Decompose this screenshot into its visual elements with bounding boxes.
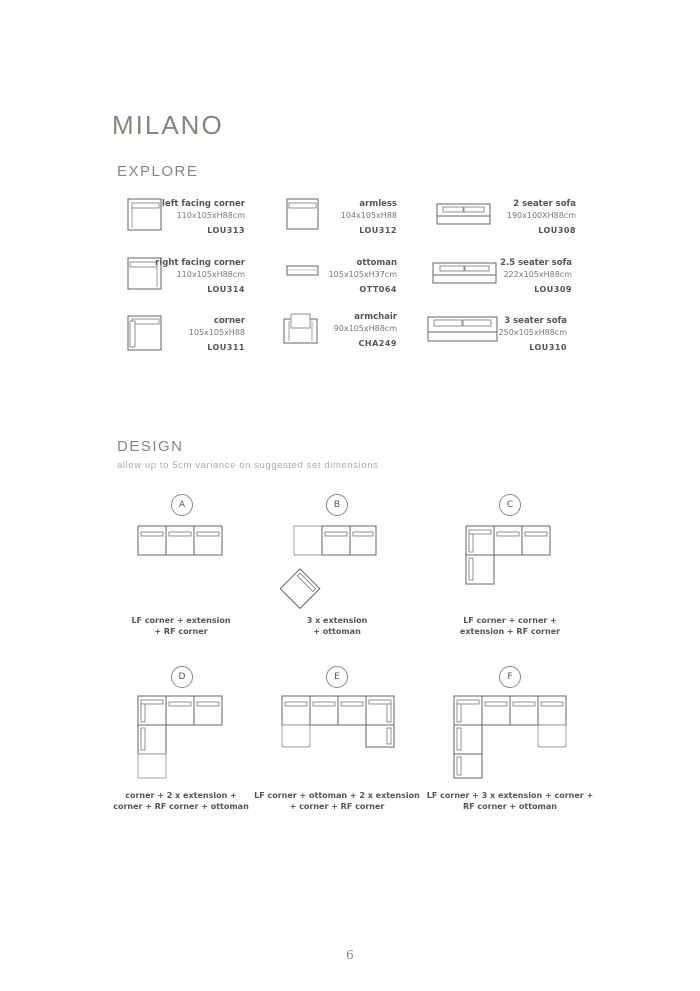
- config-d-diagram: [137, 695, 227, 781]
- product-name: armchair: [354, 312, 397, 322]
- product-name: 2.5 seater sofa: [500, 258, 572, 268]
- product-dims: 90x105xH88cm: [333, 324, 397, 333]
- product-dims: 250x105xH88cm: [498, 328, 567, 337]
- caption-line: extension + RF corner: [459, 627, 561, 636]
- caption-line: RF corner + ottoman: [462, 802, 557, 811]
- two-half-seater-sofa-icon: [432, 261, 498, 291]
- caption-line: 3 x extension: [306, 616, 368, 625]
- product-dims: 222x105xH88cm: [503, 270, 572, 279]
- product-dims: 190x100XH88cm: [506, 211, 576, 220]
- caption-line: corner + 2 x extension +: [125, 791, 237, 800]
- product-code: CHA249: [358, 339, 397, 348]
- config-a-diagram: [137, 525, 227, 557]
- config-b-badge: B: [326, 494, 348, 516]
- product-name: corner: [213, 316, 245, 326]
- design-note: allow up to 5cm variance on suggested set dimensions: [117, 460, 379, 471]
- product-name: left facing corner: [162, 199, 245, 209]
- armchair-icon: [283, 311, 319, 347]
- config-c-badge: C: [499, 494, 521, 516]
- product-2-seater-sofa: [436, 198, 636, 248]
- caption-line: LF corner + corner +: [463, 616, 557, 625]
- caption-line: + ottoman: [313, 627, 361, 636]
- product-code: LOU314: [207, 285, 245, 294]
- config-f-diagram: [453, 695, 569, 781]
- product-3-seater-sofa: [427, 315, 636, 365]
- product-name: right facing corner: [155, 258, 245, 268]
- product-dims: 105x105xH88: [188, 328, 245, 337]
- product-code: LOU312: [359, 226, 397, 235]
- two-seater-sofa-icon: [436, 202, 492, 232]
- product-code: LOU309: [534, 285, 572, 294]
- product-code: LOU313: [207, 226, 245, 235]
- config-c-caption: [410, 615, 610, 637]
- product-name: 3 seater sofa: [504, 316, 567, 326]
- product-code: LOU310: [529, 343, 567, 352]
- product-code: LOU311: [207, 343, 245, 352]
- product-2-5-seater-sofa: [432, 257, 636, 307]
- caption-line: + RF corner: [154, 627, 208, 636]
- armless-icon: [286, 198, 320, 232]
- product-code: OTT064: [359, 285, 397, 294]
- caption-line: + corner + RF corner: [289, 802, 385, 811]
- config-b-diagram: [280, 525, 380, 610]
- page-number: 6: [346, 948, 354, 962]
- config-e-caption: [237, 790, 437, 812]
- caption-line: LF corner + ottoman + 2 x extension: [254, 791, 420, 800]
- corner-icon: [127, 315, 163, 353]
- config-b-caption: [237, 615, 437, 637]
- caption-line: corner + RF corner + ottoman: [113, 802, 249, 811]
- design-heading: DESIGN: [117, 438, 184, 455]
- caption-line: LF corner + 3 x extension + corner +: [426, 791, 594, 800]
- config-a-badge: A: [171, 494, 193, 516]
- config-c-diagram: [465, 525, 555, 587]
- config-f-badge: F: [499, 666, 521, 688]
- product-name: ottoman: [356, 258, 397, 268]
- config-f-caption: [410, 790, 610, 812]
- product-dims: 110x105xH88cm: [176, 270, 245, 279]
- product-dims: 105x105xH37cm: [328, 270, 397, 279]
- left-facing-corner-icon: [127, 198, 163, 232]
- product-name: 2 seater sofa: [513, 199, 576, 209]
- collection-title: MILANO: [112, 110, 224, 140]
- config-e-badge: E: [326, 666, 348, 688]
- product-code: LOU308: [538, 226, 576, 235]
- product-dims: 104x105xH88: [340, 211, 397, 220]
- product-name: armless: [359, 199, 397, 209]
- config-d-badge: D: [171, 666, 193, 688]
- caption-line: LF corner + extension: [131, 616, 231, 625]
- ottoman-icon: [286, 257, 320, 291]
- three-seater-sofa-icon: [427, 315, 499, 345]
- config-e-diagram: [281, 695, 397, 751]
- product-dims: 110x105xH88cm: [176, 211, 245, 220]
- explore-heading: EXPLORE: [117, 163, 199, 180]
